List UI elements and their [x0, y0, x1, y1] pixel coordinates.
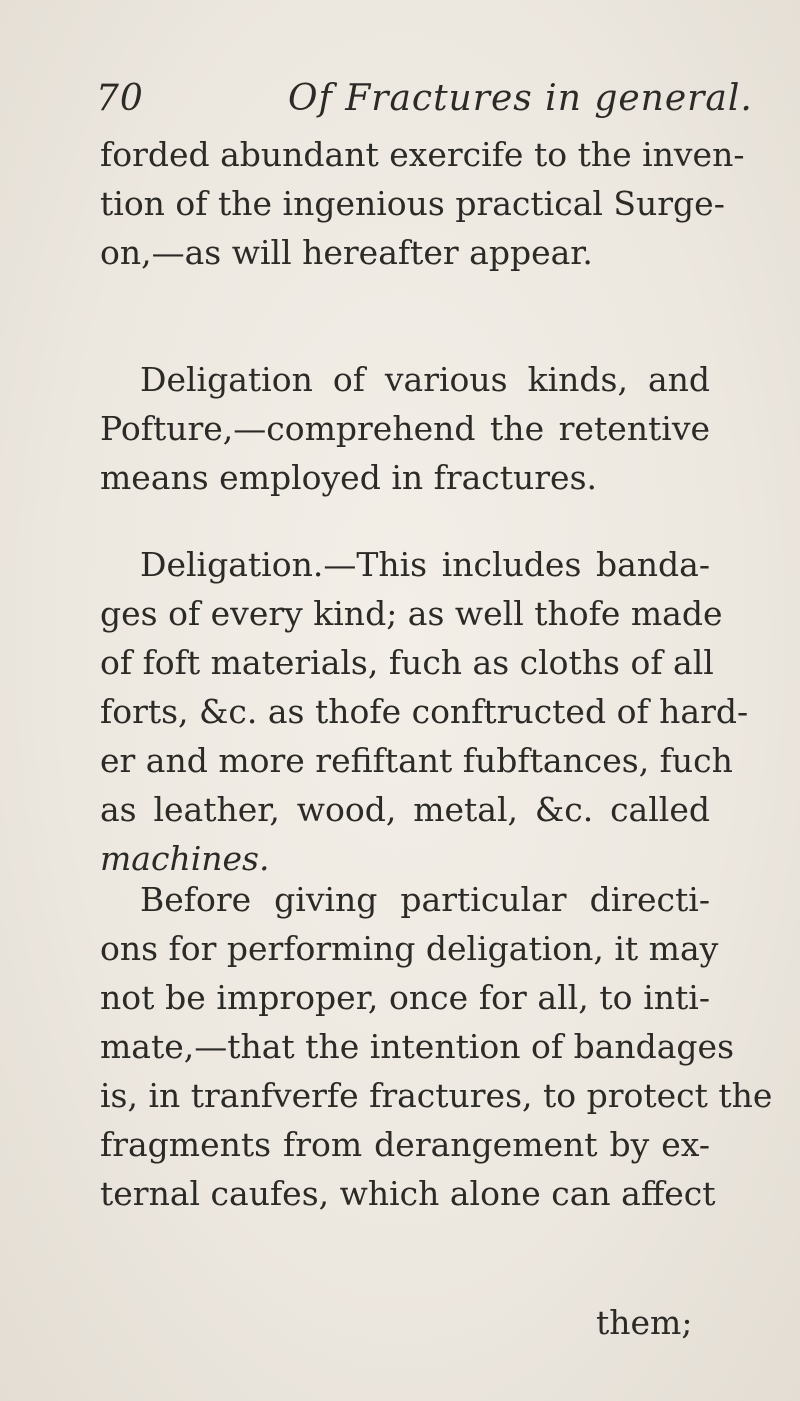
text-line: Pofture,—comprehend the retentive: [100, 409, 710, 448]
text-line: is, in tranfverfe fractures, to protect the: [100, 1076, 773, 1115]
text-line: as leather, wood, metal, &c. called: [100, 790, 710, 829]
catchword: them;: [596, 1303, 693, 1342]
page-header: [96, 78, 753, 128]
running-head: Of Fractures in general.: [288, 78, 753, 119]
text-line: tion of the ingenious practical Surge-: [100, 184, 725, 223]
paragraph-3: [100, 540, 749, 883]
page-number: 70: [96, 78, 144, 119]
text-line: Deligation of various kinds, and: [140, 360, 710, 399]
text-line: Deligation.—This includes banda-: [140, 545, 710, 584]
text-line: not be improper, once for all, to inti-: [100, 978, 710, 1017]
text-line: ons for performing deligation, it may: [100, 929, 719, 968]
paragraph-4: [100, 875, 773, 1218]
text-line: fragments from derangement by ex-: [100, 1125, 710, 1164]
text-line: of foft materials, fuch as cloths of all: [100, 643, 714, 682]
text-line: on,—as will hereafter appear.: [100, 233, 593, 272]
paragraph-1: [100, 130, 745, 277]
text-line: forded abundant exercife to the inven-: [100, 135, 745, 174]
text-line: means employed in fractures.: [100, 458, 598, 497]
paragraph-2: [100, 355, 710, 502]
text-line: ges of every kind; as well thofe made: [100, 594, 723, 633]
text-line: forts, &c. as thofe conftructed of hard-: [100, 692, 749, 731]
text-line: machines.: [100, 839, 270, 878]
text-line: ternal caufes, which alone can affect: [100, 1174, 716, 1213]
text-line: mate,—that the intention of bandages: [100, 1027, 735, 1066]
text-line: Before giving particular directi-: [140, 880, 710, 919]
text-line: er and more refiftant fubftances, fuch: [100, 741, 733, 780]
